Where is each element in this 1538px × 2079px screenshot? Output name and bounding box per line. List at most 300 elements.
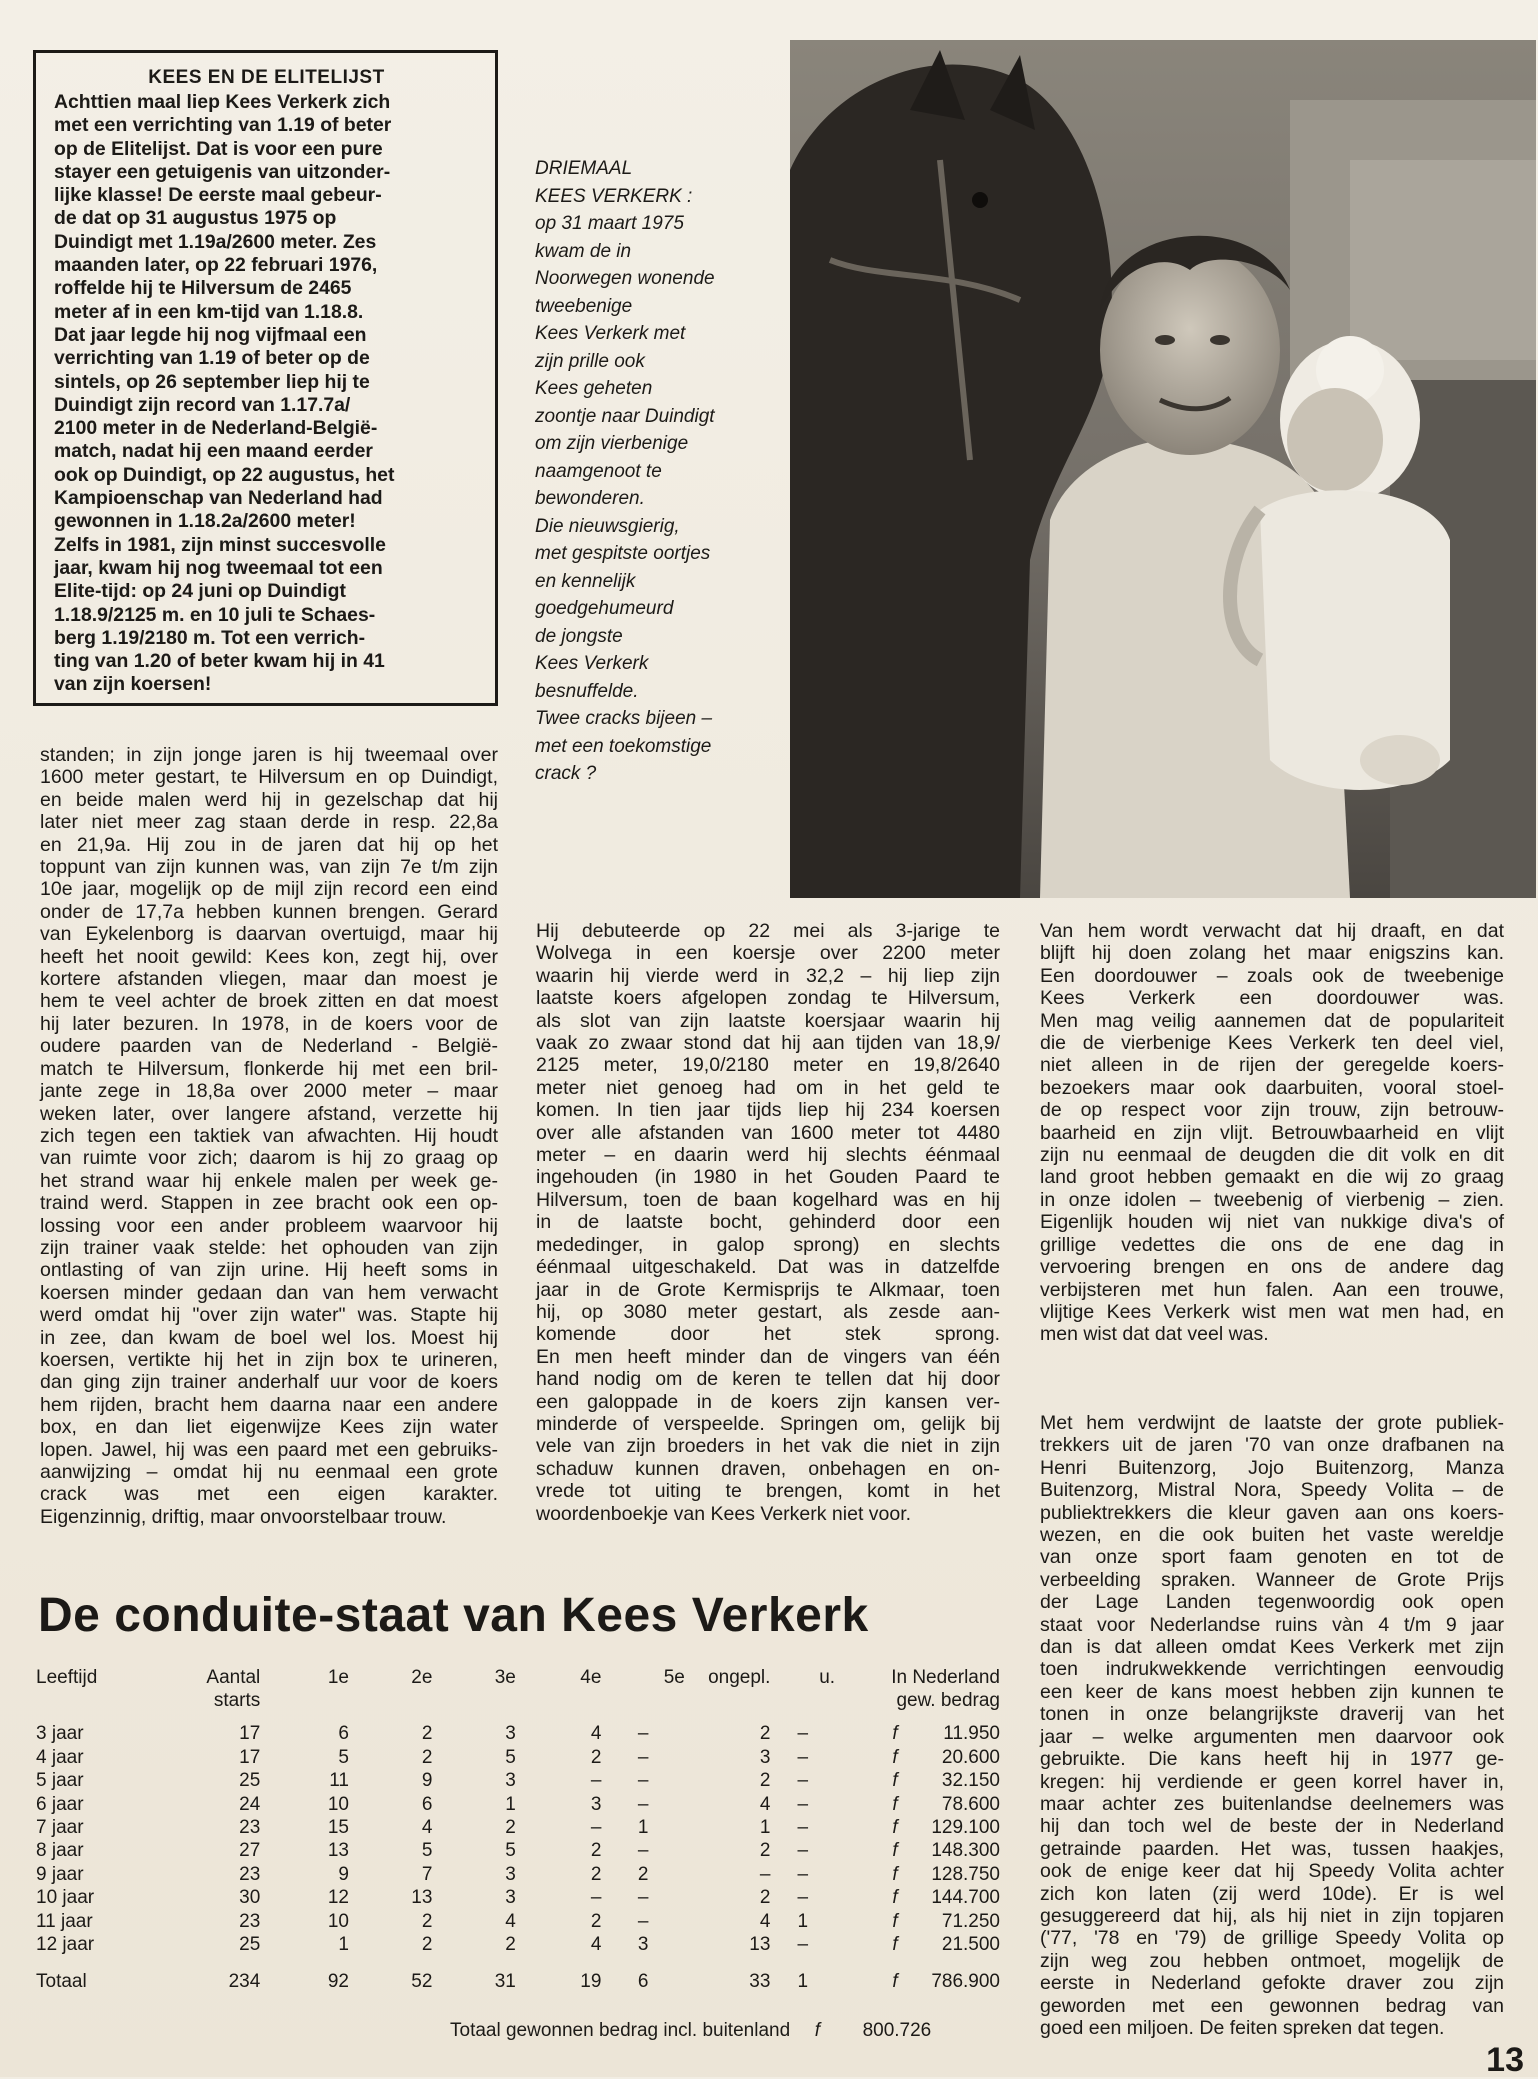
- footer-value: 800.726: [862, 2020, 932, 2041]
- stats-cell: 17: [239, 1746, 261, 1768]
- column-line: Hilversum, toen de baan kogelhard was en hij: [536, 1188, 1000, 1211]
- column-line: men wist dat dat veel was.: [1040, 1323, 1269, 1346]
- stats-cell: 128.750: [931, 1863, 1000, 1885]
- column-line: vrede tot uiting te brengen, komt in het: [536, 1480, 1000, 1503]
- column-line: zijn nu eenmaal de deugden die dit volk en dit: [1040, 1144, 1504, 1167]
- stats-cell: 4: [590, 1933, 602, 1955]
- stats-cell: 129.100: [931, 1817, 1000, 1839]
- stats-cell: 13: [411, 1887, 433, 1909]
- column-line: kregen: hij verdiende er geen korrel haver in,: [1040, 1770, 1504, 1793]
- stats-cell: 3: [505, 1863, 516, 1885]
- column-line: lossing voor een ander probleem waarvoor hij: [40, 1214, 498, 1237]
- header-2e: 2e: [411, 1666, 433, 1688]
- column-line: weken later, over langere afstand, verzette hij: [40, 1102, 498, 1125]
- stats-cell: 7: [421, 1863, 433, 1885]
- table-row: [36, 1910, 1000, 1933]
- box-line: van zijn koersen!: [54, 673, 212, 696]
- stats-cell: 3 jaar: [36, 1723, 84, 1745]
- stats-cell: 148.300: [931, 1840, 1000, 1862]
- stats-cell: 23: [239, 1817, 261, 1839]
- stats-cell: f: [892, 1723, 898, 1745]
- stats-cell: –: [637, 1770, 649, 1792]
- box-line: gewonnen in 1.18.2a/2600 meter!: [54, 510, 356, 533]
- column-line: later niet meer zag staan derde in resp. 22,8a: [40, 811, 498, 834]
- box-line: maanden later, op 22 februari 1976,: [54, 254, 378, 277]
- column-line: waarin hij vierde werd in 32,2 – hij liep zijn: [536, 964, 1000, 987]
- stats-cell: 20.600: [941, 1746, 1000, 1768]
- column-line: zijn trainer vaak stelde: het ophouden van zijn: [40, 1236, 498, 1259]
- stats-cell: –: [637, 1887, 649, 1909]
- stats-cell: 1: [759, 1817, 771, 1839]
- stats-cell: 4: [590, 1723, 602, 1745]
- stats-cell: 6: [421, 1793, 433, 1815]
- caption-line: met gespitste oortjes: [535, 543, 711, 564]
- box-line: ook op Duindigt, op 22 augustus, het: [54, 463, 395, 486]
- caption-line: om zijn vierbenige: [535, 433, 689, 454]
- stats-cell: –: [797, 1863, 809, 1885]
- column-line: aanwijzing – omdat hij nu eenmaal een grote: [40, 1461, 498, 1483]
- column-line: Hij debuteerde op 22 mei als 3-jarige te: [536, 920, 1000, 942]
- box-line: meter af in een km-tijd van 1.18.8.: [54, 300, 364, 323]
- caption-line: zoontje naar Duindigt: [535, 405, 715, 427]
- stats-cell: 6: [637, 1971, 649, 1993]
- column-line: het strand waar hij enkele malen per week ge-: [40, 1169, 498, 1192]
- column-line: trekkers uit de jaren '70 van onze drafbanen na: [1040, 1434, 1504, 1457]
- stats-cell: 10: [327, 1793, 349, 1815]
- stats-cell: 9: [421, 1770, 433, 1792]
- column-line: toen indrukwekkende verrichtingen eenvoudig: [1040, 1658, 1504, 1681]
- header-starts: starts: [213, 1690, 261, 1712]
- stats-cell: Totaal: [36, 1971, 87, 1993]
- stats-cell: –: [797, 1746, 809, 1768]
- stats-cell: 2: [421, 1910, 433, 1932]
- stats-cell: 2: [590, 1840, 602, 1862]
- stats-cell: 11 jaar: [36, 1910, 93, 1932]
- column-line: éénmaal uitgeschakeld. Dat was in datzelfde: [536, 1256, 1000, 1279]
- box-line: de dat op 31 augustus 1975 op: [54, 207, 337, 230]
- stats-cell: 33: [749, 1971, 771, 1993]
- stats-cell: 8 jaar: [36, 1840, 84, 1862]
- header-leeftijd: Leeftijd: [36, 1666, 98, 1688]
- stats-cell: 5 jaar: [36, 1770, 84, 1792]
- stats-cell: 4: [421, 1817, 433, 1839]
- caption-line: goedgehumeurd: [535, 598, 674, 619]
- stats-cell: 2: [759, 1723, 771, 1745]
- box-line: Duindigt zijn record van 1.17.7a/: [54, 393, 351, 416]
- stats-cell: 11.950: [943, 1723, 1000, 1745]
- column-line: match te Hilversum, flonkerde hij met een bril-: [40, 1057, 498, 1080]
- stats-cell: f: [892, 1887, 898, 1909]
- table-row: [36, 1840, 1000, 1863]
- stats-cell: 6: [338, 1723, 349, 1745]
- stats-title: De conduite-staat van Kees Verkerk: [38, 1589, 869, 1642]
- stats-cell: 17: [239, 1723, 261, 1745]
- stats-cell: 19: [580, 1971, 602, 1993]
- stats-cell: 30: [239, 1887, 261, 1909]
- stats-cell: –: [590, 1770, 602, 1792]
- box-line: berg 1.19/2180 m. Tot een verrich-: [54, 626, 366, 649]
- column-line: hij later bezuren. In 1978, in de koers voor de: [40, 1012, 498, 1035]
- column-line: hij, op 3080 meter gestart, als zesde aan-: [536, 1300, 1000, 1323]
- stats-cell: –: [637, 1910, 649, 1932]
- column-line: koersen minder gedaan dan van hem verwacht: [40, 1281, 498, 1304]
- column-line: Henri Buitenzorg, Jojo Buitenzorg, Manza: [1040, 1456, 1504, 1479]
- article-column-2: [536, 920, 1000, 1525]
- box-line: Zelfs in 1981, zijn minst succesvolle: [54, 533, 386, 556]
- box-line: jaar, kwam hij nog tweemaal tot een: [54, 556, 383, 579]
- column-line: van Eykelenborg is daarvan overtuigd, maar hij: [40, 923, 498, 946]
- stats-cell: –: [637, 1746, 649, 1768]
- table-row: [36, 1887, 1000, 1910]
- stats-cell: 3: [505, 1770, 516, 1792]
- column-line: goed een miljoen. De feiten spreken dat tegen.: [1040, 2016, 1445, 2039]
- stats-cell: 13: [327, 1840, 349, 1862]
- stats-cell: 2: [505, 1933, 516, 1955]
- column-line: traind werd. Stappen in zee bracht ook een op-: [40, 1192, 498, 1215]
- stats-cell: 2: [505, 1817, 516, 1839]
- stats-cell: 3: [505, 1887, 516, 1909]
- column-line: ('77, '78 en '79) de grillige Speedy Volita op: [1040, 1927, 1504, 1950]
- column-line: 10e jaar, mogelijk op de mijl zijn record een eind: [40, 878, 498, 901]
- stats-cell: 5: [505, 1746, 516, 1768]
- table-row: [36, 1770, 1000, 1793]
- column-line: komende door het stek sprong.: [536, 1323, 1000, 1346]
- column-line: maar achter zes buitenlandse deelnemers was: [1040, 1792, 1504, 1815]
- column-line: zich tegen een taktiek van afwachten. Hij houdt: [40, 1124, 498, 1147]
- column-line: hem te veel achter de broek zitten en dat moest: [40, 990, 498, 1013]
- column-line: verbeelding spraken. Wanneer de Grote Prijs: [1040, 1568, 1504, 1591]
- stats-cell: –: [637, 1840, 649, 1862]
- column-line: woordenboekje van Kees Verkerk niet voor.: [536, 1502, 912, 1525]
- stats-header-row: [36, 1666, 1000, 1689]
- header-5e: 5e: [663, 1666, 685, 1688]
- stats-cell: 234: [228, 1971, 261, 1993]
- caption-line: Kees Verkerk met: [535, 323, 686, 344]
- column-line: van onze sport faam genoten en tot de: [1040, 1546, 1504, 1569]
- table-row: [36, 1933, 1000, 1956]
- stats-cell: 10: [327, 1910, 349, 1932]
- header-1e: 1e: [327, 1666, 349, 1688]
- page-number: 13: [1486, 2041, 1524, 2079]
- column-line: 2125 meter, 19,0/2180 meter en 19,8/2640: [536, 1054, 1000, 1077]
- stats-cell: 3: [637, 1933, 649, 1955]
- column-line: meter – en daarin werd hij slechts éénmaal: [536, 1144, 1000, 1167]
- stats-cell: 5: [338, 1746, 349, 1768]
- table-row: [36, 1816, 1000, 1839]
- stats-cell: 31: [494, 1971, 516, 1993]
- column-line: kortere afstanden vliegen, maar dan moest je: [40, 968, 498, 991]
- column-line: hem rijden, bracht hem daarna naar een andere: [40, 1393, 498, 1416]
- stats-cell: f: [892, 1971, 898, 1993]
- footer-currency: f: [814, 2020, 820, 2041]
- header-3e: 3e: [494, 1666, 516, 1688]
- article-column-1: [40, 744, 498, 1528]
- column-line: over alle afstanden van 1600 meter tot 4480: [536, 1121, 1000, 1144]
- header-u: u.: [819, 1666, 836, 1688]
- column-line: tonen in onze belangrijkste draverij van het: [1040, 1703, 1504, 1726]
- column-line: minderde of verspeelde. Springen om, gelijk bij: [536, 1412, 1000, 1435]
- stats-cell: 21.500: [941, 1933, 1000, 1955]
- column-line: onder de 17,7a hebben kunnen brengen. Gerard: [40, 900, 498, 923]
- stats-cell: –: [797, 1723, 809, 1745]
- column-line: Buitenzorg, Mistral Nora, Speedy Volita – de: [1040, 1479, 1504, 1502]
- column-line: Men mag veilig aannemen dat de populariteit: [1040, 1009, 1504, 1032]
- stats-cell: 52: [411, 1971, 433, 1993]
- column-line: dan is dat alleen omdat Kees Verkerk met zijn: [1040, 1636, 1504, 1659]
- column-line: vervoering brengen en ons de andere dag: [1040, 1256, 1504, 1279]
- stats-cell: 2: [421, 1933, 433, 1955]
- column-line: een keer de kans moest hebben zijn kunnen te: [1040, 1680, 1504, 1703]
- column-line: zijn weg zou hebben ontmoet, mogelijk de: [1040, 1949, 1504, 1972]
- stats-cell: 5: [505, 1840, 516, 1862]
- stats-cell: f: [892, 1770, 898, 1792]
- box-line: 2100 meter in de Nederland-Belgiё-: [54, 417, 378, 440]
- stats-cell: 7 jaar: [36, 1817, 84, 1839]
- stats-cell: 2: [590, 1863, 602, 1885]
- stats-cell: 2: [590, 1910, 602, 1932]
- column-line: een galoppade in de koers zijn kansen ver-: [536, 1390, 1000, 1413]
- stats-cell: –: [797, 1887, 809, 1909]
- column-line: land groot hebben gemaakt en die wij zo graag: [1040, 1166, 1504, 1189]
- footer-label: Totaal gewonnen bedrag incl. buitenland: [450, 2020, 791, 2041]
- column-line: jaar – welke argumenten men daarvoor ook: [1040, 1725, 1504, 1748]
- column-line: in zee, dan kwam de boel wel los. Moest hij: [40, 1326, 498, 1349]
- stats-body: [36, 1723, 1000, 1994]
- column-line: standen; in zijn jonge jaren is hij tweemaal over: [40, 744, 498, 766]
- column-line: toppunt van zijn kunnen was, van zijn 7e t/m zijn: [40, 856, 498, 879]
- column-line: en 21,9a. Hij zou in de jaren dat hij op het: [40, 833, 498, 856]
- stats-cell: 1: [505, 1793, 516, 1815]
- header-bedrag: In Nederland: [891, 1666, 1000, 1688]
- stats-cell: 25: [239, 1770, 261, 1792]
- column-line: der Lage Landen tegenwoordig ook open: [1040, 1591, 1504, 1614]
- box-body: [54, 91, 479, 697]
- column-line: getrainde paarden. Het was, tussen haakjes,: [1040, 1837, 1504, 1860]
- box-line: lijke klasse! De eerste maal gebeur-: [54, 184, 382, 207]
- box-line: roffelde hij te Hilversum de 2465: [54, 277, 352, 300]
- column-line: komen. In tien jaar tijds liep hij 234 koersen: [536, 1099, 1000, 1122]
- stats-cell: f: [892, 1746, 898, 1768]
- header-gew-bedrag: gew. bedrag: [896, 1690, 1000, 1712]
- stats-cell: 1: [797, 1910, 809, 1932]
- table-row: [36, 1746, 1000, 1769]
- stats-cell: –: [797, 1793, 809, 1815]
- caption-line: Noorwegen wonende: [535, 268, 715, 289]
- caption-line: DRIEMAAL: [535, 158, 633, 179]
- stats-cell: –: [590, 1817, 602, 1839]
- column-line: Eigenzinnig, driftig, maar onvoorstelbaar trouw.: [40, 1505, 447, 1528]
- stats-cell: 11: [329, 1770, 349, 1792]
- column-line: oudere paarden van de Nederland - België-: [40, 1035, 498, 1058]
- column-line: crack was met een eigen karakter.: [40, 1483, 498, 1506]
- column-line: werd omdat hij "over zijn water" was. Stapte hij: [40, 1304, 498, 1327]
- photo-horse-and-child: [790, 40, 1536, 898]
- table-row: [36, 1863, 1000, 1886]
- column-line: verbijsteren met hun falen. Aan een trouwe,: [1040, 1278, 1504, 1301]
- caption-line: Die nieuwsgierig,: [535, 515, 680, 537]
- box-line: stayer een getuigenis van uitzonder-: [54, 160, 391, 183]
- stats-cell: –: [759, 1863, 771, 1885]
- column-line: als slot van zijn laatste koersjaar waarin hij: [536, 1009, 1000, 1032]
- stats-cell: 4 jaar: [36, 1746, 84, 1768]
- stats-cell: 24: [239, 1793, 261, 1815]
- caption-line: met een toekomstige: [535, 735, 712, 757]
- caption-line: de jongste: [535, 625, 623, 647]
- column-line: meter niet genoeg had om in het geld te: [536, 1076, 1000, 1099]
- column-line: Een doordouwer – zoals ook de tweebenige: [1040, 964, 1504, 987]
- column-line: laatste koers afgelopen zondag te Hilversum,: [536, 987, 1000, 1010]
- elitelijst-box: [33, 50, 498, 706]
- stats-cell: f: [892, 1817, 898, 1839]
- column-line: hij dan toch wel de beste der in Nederland: [1040, 1815, 1504, 1838]
- stats-cell: 6 jaar: [36, 1793, 84, 1815]
- column-line: mededinger, in galop sprong) en slechts: [536, 1233, 1000, 1256]
- stats-cell: 27: [239, 1840, 261, 1862]
- stats-cell: 3: [590, 1793, 602, 1815]
- column-line: vlijtige Kees Verkerk wist men wat men had, en: [1040, 1300, 1504, 1323]
- column-line: vaak zo zwaar stond dat hij aan tijden van 18,9/: [536, 1032, 1000, 1055]
- box-line: verrichting van 1.19 of beter op de: [54, 347, 370, 370]
- stats-cell: –: [637, 1793, 649, 1815]
- box-line: Duindigt met 1.19a/2600 meter. Zes: [54, 230, 377, 253]
- column-line: box, en dan liet eigenwijze Kees zijn water: [40, 1416, 498, 1439]
- column-line: publiektrekkers die kleur gaven aan ons koers-: [1040, 1501, 1504, 1524]
- column-line: jante zege in 18,8a over 2000 meter – maar: [40, 1080, 498, 1103]
- column-line: hand nodig om de keren te tellen dat hij door: [536, 1368, 1000, 1391]
- photo-caption: [535, 155, 775, 788]
- column-line: Kees Verkerk een doordouwer was.: [1040, 987, 1504, 1010]
- column-line: bezoekers maar ook daarbuiten, vooral stoel-: [1040, 1076, 1504, 1099]
- stats-cell: 2: [421, 1746, 433, 1768]
- stats-cell: 5: [421, 1840, 433, 1862]
- stats-cell: 3: [505, 1723, 516, 1745]
- table-row: [36, 1723, 1000, 1746]
- box-line: Achttien maal liep Kees Verkerk zich: [54, 91, 391, 113]
- stats-cell: 2: [759, 1840, 771, 1862]
- photo-illustration: [790, 40, 1536, 898]
- column-line: van ruimte voor zich; daarom is hij zo graag op: [40, 1147, 498, 1170]
- stats-cell: 92: [327, 1971, 349, 1993]
- stats-cell: –: [797, 1840, 809, 1862]
- column-line: blijft hij doen zolang het maar enigszins kan.: [1040, 942, 1504, 965]
- stats-cell: 2: [421, 1723, 433, 1745]
- caption-line: zijn prille ook: [535, 350, 645, 372]
- column-line: zich kon laten (zij werd 10de). Er is wel: [1040, 1882, 1504, 1905]
- box-line: sintels, op 26 september liep hij te: [54, 370, 370, 393]
- caption-line: Kees Verkerk: [535, 653, 649, 674]
- column-line: gebruikte. Die kans heeft hij in 1977 ge-: [1040, 1748, 1504, 1771]
- box-line: match, nadat hij een maand eerder: [54, 440, 373, 463]
- article-column-3-part-2: [1040, 1412, 1504, 2039]
- stats-cell: 10 jaar: [36, 1887, 95, 1909]
- table-total-row: [36, 1971, 1000, 1994]
- header-4e: 4e: [580, 1666, 602, 1688]
- stats-cell: 1: [338, 1933, 349, 1955]
- column-line: Wolvega in een koersje over 2200 meter: [536, 942, 1000, 965]
- stats-cell: 144.700: [931, 1887, 1000, 1909]
- caption-line: bewonderen.: [535, 488, 645, 509]
- stats-cell: 71.250: [941, 1910, 1000, 1932]
- article-column-3-part-1: [1040, 920, 1504, 1346]
- stats-cell: 9: [338, 1863, 349, 1885]
- stats-cell: 1: [797, 1971, 809, 1993]
- caption-line: en kennelijk: [535, 570, 636, 592]
- column-line: en beide malen werd hij in gezelschap dat hij: [40, 788, 498, 811]
- caption-line: besnuffelde.: [535, 680, 639, 702]
- column-line: de op respect voor zijn trouw, zijn betrouw-: [1040, 1099, 1504, 1122]
- stats-cell: 23: [239, 1863, 261, 1885]
- column-line: vele van zijn broeders in het vak die niet in zijn: [536, 1435, 1000, 1458]
- caption-line: naamgenoot te: [535, 460, 662, 482]
- stats-cell: 13: [749, 1933, 771, 1955]
- stats-cell: 2: [759, 1887, 771, 1909]
- box-line: ting van 1.20 of beter kwam hij in 41: [54, 650, 385, 673]
- column-line: dan ging zijn trainer anderhalf uur voor de koers: [40, 1371, 498, 1394]
- stats-cell: 3: [759, 1746, 771, 1768]
- column-line: ingehouden (in 1980 in het Gouden Paard te: [536, 1166, 1000, 1189]
- caption-line: Twee cracks bijeen –: [535, 708, 713, 729]
- stats-cell: 4: [505, 1910, 516, 1932]
- stats-cell: 786.900: [931, 1971, 1000, 1993]
- column-line: Eigenlijk houden wij niet van nukkige diva's of: [1040, 1211, 1504, 1234]
- caption-line: tweebenige: [535, 295, 633, 317]
- stats-cell: 1: [637, 1817, 649, 1839]
- box-line: Dat jaar legde hij nog vijfmaal een: [54, 323, 367, 346]
- stats-cell: f: [892, 1933, 898, 1955]
- column-line: ontlasting of van zijn urine. Hij heeft soms in: [40, 1259, 498, 1282]
- column-line: baarheid en zijn vlijt. Betrouwbaarheid en vlijt: [1040, 1121, 1504, 1144]
- stats-cell: 4: [759, 1793, 771, 1815]
- table-row: [36, 1793, 1000, 1816]
- box-line: 1.18.9/2125 m. en 10 juli te Schaes-: [54, 603, 376, 626]
- stats-cell: 32.150: [941, 1770, 1000, 1792]
- column-line: 1600 meter gestart, te Hilversum en op Duindigt,: [40, 766, 498, 789]
- stats-cell: 12: [327, 1887, 349, 1909]
- stats-cell: 25: [239, 1933, 261, 1955]
- column-line: staat voor Nederlandse ruins vàn 4 t/m 9 jaar: [1040, 1613, 1504, 1636]
- stats-cell: –: [590, 1887, 602, 1909]
- column-line: lopen. Jawel, hij was een paard met een gebruiks-: [40, 1438, 498, 1461]
- column-line: jaar in de Grote Kermisprijs te Alkmaar, toen: [536, 1278, 1000, 1301]
- header-ongepl: ongepl.: [708, 1666, 771, 1688]
- column-line: En men heeft minder dan de vingers van één: [536, 1345, 1000, 1368]
- column-line: eerste in Nederland gefokte draver zou zijn: [1040, 1972, 1504, 1995]
- column-line: gesuggereerd dat hij, als hij niet in zijn topjaren: [1040, 1904, 1504, 1927]
- stats-cell: 15: [327, 1817, 349, 1839]
- box-title: KEES EN DE ELITELIJST: [148, 67, 385, 88]
- caption-line: crack ?: [535, 763, 597, 784]
- column-line: wezen, en die ook buiten het vaste wereldje: [1040, 1524, 1504, 1547]
- stats-cell: 2: [759, 1770, 771, 1792]
- column-line: koersen, vertikte hij het in zijn box te urineren,: [40, 1348, 498, 1371]
- column-line: schaduw kunnen draven, onbehagen en on-: [536, 1457, 1000, 1480]
- stats-cell: –: [637, 1723, 649, 1745]
- caption-line: kwam de in: [535, 240, 632, 262]
- stats-cell: f: [892, 1840, 898, 1862]
- box-line: Elite-tijd: op 24 juni op Duindigt: [54, 580, 346, 603]
- stats-cell: –: [797, 1933, 809, 1955]
- box-line: Kampioenschap van Nederland had: [54, 487, 383, 510]
- stats-table: [36, 1666, 1000, 1994]
- stats-cell: 2: [637, 1863, 649, 1885]
- column-line: ook de enige keer dat hij Speedy Volita achter: [1040, 1860, 1504, 1883]
- header-aantal: Aantal: [206, 1666, 261, 1688]
- stats-cell: f: [892, 1910, 898, 1932]
- column-line: in onze idolen – tweebenig of vierbenig – zien.: [1040, 1188, 1504, 1211]
- stats-cell: 12 jaar: [36, 1933, 95, 1955]
- stats-footer: [450, 2020, 931, 2042]
- column-line: Van hem wordt verwacht dat hij draaft, en dat: [1040, 920, 1504, 942]
